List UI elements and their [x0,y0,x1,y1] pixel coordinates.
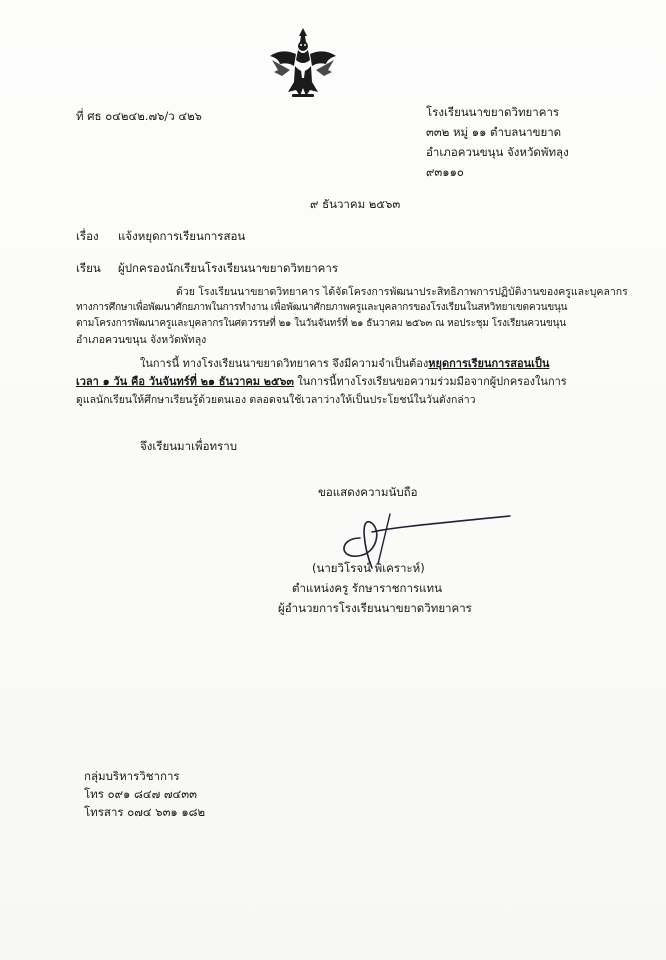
subject-label: เรื่อง [76,229,99,243]
reference-number: ที่ ศธ ๐๔๒๔๒.๗๖/ว ๔๒๖ [76,109,202,123]
paragraph-1-line-2: ทางการศึกษาเพื่อพัฒนาศักยภาพในการทำงาน เพื่อพัฒนาศักยภาพครูและบุคลากรของโรงเรียนในสหวิทยาเขตควนขนุน [76,302,568,313]
signatory-name: (นายวิโรจน์ พิเคราะห์) [312,561,425,575]
postcode: ๙๓๑๑๐ [426,165,464,179]
paragraph-1-line-4: อำเภอควนขนุน จังหวัดพัทลุง [76,334,207,346]
school-name: โรงเรียนนาขยาดวิทยาคาร [426,105,560,119]
recipient-label: เรียน [76,261,101,275]
address-line-2: อำเภอควนขนุน จังหวัดพัทลุง [426,145,569,159]
signatory-position-1: ตำแหน่งครู รักษาราชการแทน [292,581,442,595]
subject-text: แจ้งหยุดการเรียนการสอน [118,229,246,243]
paragraph-2-tail: ในการนี้ทางโรงเรียนขอความร่วมมือจากผู้ปกครองในการ [293,375,567,388]
letter-date: ๙ ธันวาคม ๒๕๖๓ [310,197,401,211]
signatory-position-2: ผู้อำนวยการโรงเรียนนาขยาดวิทยาคาร [278,601,472,615]
garuda-emblem-icon [268,26,338,100]
address-line-1: ๓๓๒ หมู่ ๑๑ ตำบลนาขยาด [426,125,562,139]
closure-notice-part-2: เวลา ๑ วัน คือ วันจันทร์ที่ ๒๑ ธันวาคม ๒๕๖๓ [76,375,294,388]
fax-number: โทรสาร ๐๗๔ ๖๓๑ ๑๘๒ [84,805,206,819]
paragraph-1-line-1: ด้วย โรงเรียนนาขยาดวิทยาคาร ได้จัดโครงการพัฒนาประสิทธิภาพการปฏิบัติงานของครูและบุคลากร [176,286,628,298]
phone-number: โทร ๐๙๑ ๘๔๗ ๗๔๓๓ [84,787,197,801]
paragraph-2-line-3: ดูแลนักเรียนให้ศึกษาเรียนรู้ด้วยตนเอง ตลอดจนใช้เวลาว่างให้เป็นประโยชน์ในวันดังกล่าว [76,394,476,406]
closure-notice-part-1: หยุดการเรียนการสอนเป็น [428,357,550,370]
paragraph-1-line-3: ตามโครงการพัฒนาครูและบุคลากรในศตวรรษที่ ๒๑ ในวันจันทร์ที่ ๒๑ ธันวาคม ๒๕๖๓ ณ หอประชุม โรงเรียนควนขนุน [76,318,566,329]
closing-line: จึงเรียนมาเพื่อทราบ [140,439,238,453]
paragraph-2-line-1 [140,356,549,372]
salutation: ขอแสดงความนับถือ [318,485,418,499]
recipient-text: ผู้ปกครองนักเรียนโรงเรียนนาขยาดวิทยาคาร [118,261,339,275]
paragraph-2-line-2 [76,374,567,390]
paragraph-2-lead: ในการนี้ ทางโรงเรียนนาขยาดวิทยาคาร จึงมีความจำเป็นต้อง [140,357,429,370]
department: กลุ่มบริหารวิชาการ [84,769,180,783]
